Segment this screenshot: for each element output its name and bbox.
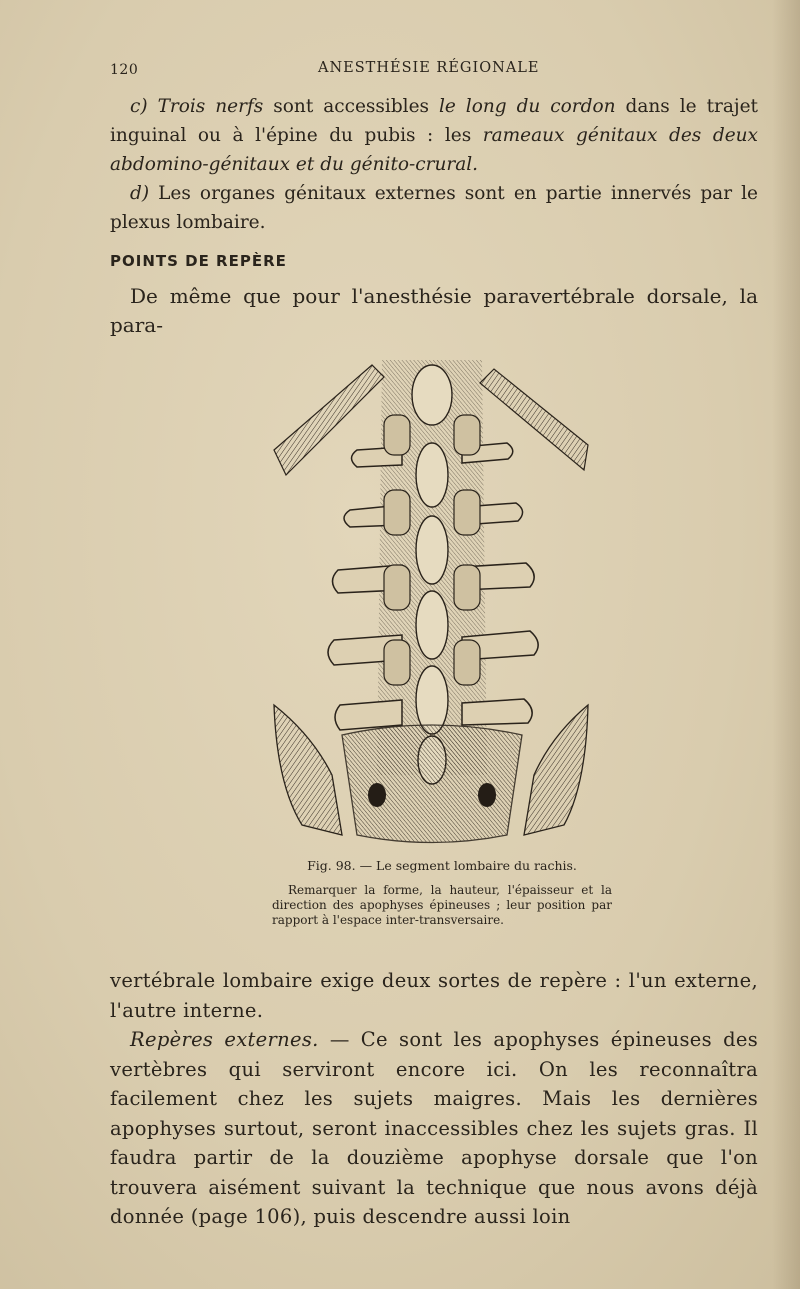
running-head: ANESTHÉSIE RÉGIONALE — [318, 60, 540, 76]
page-number: 120 — [110, 62, 139, 78]
item-label-d: d) — [130, 183, 150, 204]
section-intro-block — [110, 282, 758, 340]
paragraph-c — [110, 92, 758, 179]
continuation-paragraph: vertébrale lombaire exige deux sortes de repère : l'un externe, l'autre interne. — [110, 969, 758, 1022]
figure-title: Fig. 98. — Le segment lombaire du rachis. — [307, 858, 577, 873]
paragraph-d — [110, 179, 758, 237]
figure-caption — [272, 858, 612, 928]
text-run: dans le trajet inguinal ou à l'épine du pubis : les — [110, 96, 758, 146]
reperes-externes-paragraph — [110, 1025, 758, 1232]
italic-phrase: le long du cordon — [438, 96, 616, 117]
page-edge-shadow — [772, 0, 800, 1289]
italic-phrase: Trois nerfs — [157, 96, 264, 117]
figure-description: Remarquer la forme, la hauteur, l'épaisseur et la direction des apophyses épineuses ; leur position par rapport à l'espace inter-transversaire. — [272, 883, 612, 927]
spine-engraving — [272, 355, 590, 845]
italic-phrase: Repères externes. — [130, 1028, 319, 1051]
lumbar-spine-illustration — [272, 355, 590, 845]
page-header — [110, 58, 760, 82]
section-heading: POINTS DE REPÈRE — [110, 252, 287, 270]
italic-phrase: rameaux génitaux des deux abdomino-génitaux et du génito-crural. — [110, 125, 758, 175]
top-paragraphs — [110, 92, 758, 237]
text-run: sont accessibles — [263, 96, 439, 117]
section-intro: De même que pour l'anesthésie paravertébrale dorsale, la para- — [110, 284, 758, 337]
bottom-paragraphs — [110, 966, 758, 1232]
text-run: — Ce sont les apophyses épineuses des vertèbres qui serviront encore ici. On les reconnaîtra facilement chez les sujets maigres. Mais les dernières apophyses surtout, seront inaccessibles chez les sujets gras. Il faudra partir de la douzième apophyse dorsale que l'on trouvera aisément suivant la technique que nous avons déjà donnée (page 106), puis descendre aussi loin — [110, 1028, 759, 1228]
item-label-c: c) — [130, 96, 148, 117]
text-run: Les organes génitaux externes sont en partie innervés par le plexus lombaire. — [110, 183, 758, 233]
